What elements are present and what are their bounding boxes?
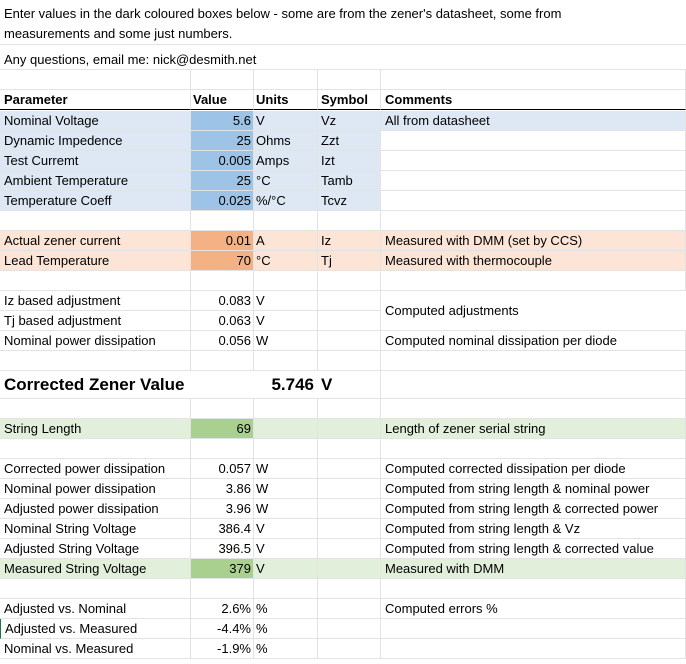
- unit-cell[interactable]: °C: [254, 171, 318, 191]
- param-cell[interactable]: Test Curremt: [0, 151, 191, 171]
- table-row: [0, 251, 686, 271]
- comment-cell[interactable]: Computed from string length & corrected value: [381, 539, 686, 559]
- corrected-unit[interactable]: V: [318, 371, 381, 399]
- param-cell[interactable]: Corrected power dissipation: [0, 459, 191, 479]
- param-cell[interactable]: Iz based adjustment: [0, 291, 191, 311]
- value-cell[interactable]: 0.083: [191, 291, 254, 311]
- value-cell[interactable]: 396.5: [191, 539, 254, 559]
- table-row: [0, 559, 686, 579]
- comment-cell[interactable]: Measured with DMM: [381, 559, 686, 579]
- param-cell[interactable]: Measured String Voltage: [0, 559, 191, 579]
- param-cell[interactable]: Adjusted String Voltage: [0, 539, 191, 559]
- value-cell[interactable]: 3.96: [191, 499, 254, 519]
- comment-cell[interactable]: Computed from string length & nominal power: [381, 479, 686, 499]
- table-row: [0, 519, 686, 539]
- comment-cell[interactable]: Computed from string length & corrected power: [381, 499, 686, 519]
- param-cell[interactable]: Nominal Voltage: [0, 111, 191, 131]
- unit-cell[interactable]: W: [254, 479, 318, 499]
- unit-cell[interactable]: Ohms: [254, 131, 318, 151]
- comment-cell[interactable]: Computed nominal dissipation per diode: [381, 331, 686, 351]
- param-cell[interactable]: Tj based adjustment: [0, 311, 191, 331]
- value-input[interactable]: 70: [191, 251, 254, 271]
- spacer-row: [0, 271, 686, 291]
- value-input[interactable]: 0.005: [191, 151, 254, 171]
- spacer-row: [0, 351, 686, 371]
- comment-cell[interactable]: [381, 151, 686, 171]
- comment-cell[interactable]: Computed from string length & Vz: [381, 519, 686, 539]
- unit-cell[interactable]: %: [254, 599, 318, 619]
- header-symbol[interactable]: Symbol: [318, 90, 381, 110]
- value-cell[interactable]: 0.063: [191, 311, 254, 331]
- param-cell[interactable]: Actual zener current: [0, 231, 191, 251]
- param-cell[interactable]: Nominal power dissipation: [0, 479, 191, 499]
- table-row: [0, 171, 686, 191]
- unit-cell[interactable]: °C: [254, 251, 318, 271]
- header-parameter[interactable]: Parameter: [0, 90, 191, 110]
- comment-cell[interactable]: Measured with DMM (set by CCS): [381, 231, 686, 251]
- value-cell[interactable]: -1.9%: [191, 639, 254, 659]
- value-input[interactable]: 0.01: [191, 231, 254, 251]
- comment-cell[interactable]: Length of zener serial string: [381, 419, 686, 439]
- param-cell[interactable]: Adjusted power dissipation: [0, 499, 191, 519]
- param-cell[interactable]: Nominal power dissipation: [0, 331, 191, 351]
- comment-cell[interactable]: [381, 131, 686, 151]
- measured-voltage-input[interactable]: 379: [191, 559, 254, 579]
- comment-cell[interactable]: Computed errors %: [381, 599, 686, 619]
- symbol-cell[interactable]: Iz: [318, 231, 381, 251]
- value-cell[interactable]: 386.4: [191, 519, 254, 539]
- unit-cell[interactable]: V: [254, 539, 318, 559]
- comment-cell[interactable]: Computed corrected dissipation per diode: [381, 459, 686, 479]
- value-input[interactable]: 25: [191, 131, 254, 151]
- param-cell[interactable]: Dynamic Impedence: [0, 131, 191, 151]
- spacer-row: [0, 439, 686, 459]
- unit-cell[interactable]: V: [254, 559, 318, 579]
- param-cell[interactable]: String Length: [0, 419, 191, 439]
- unit-cell[interactable]: W: [254, 499, 318, 519]
- spacer-row: [0, 399, 686, 419]
- comment-cell[interactable]: [381, 171, 686, 191]
- table-row: [0, 151, 686, 171]
- unit-cell[interactable]: %: [254, 619, 318, 639]
- header-row: [0, 90, 686, 110]
- comment-cell[interactable]: All from datasheet: [381, 111, 686, 131]
- symbol-cell[interactable]: Tamb: [318, 171, 381, 191]
- param-cell[interactable]: Ambient Temperature: [0, 171, 191, 191]
- corrected-row: [0, 371, 686, 399]
- table-row: [0, 619, 686, 639]
- comment-cell-merged[interactable]: Computed adjustments: [381, 291, 686, 331]
- intro-line-1: Enter values in the dark coloured boxes below - some are from the zener's datasheet, some from: [4, 6, 562, 21]
- contact-note: Any questions, email me: nick@desmith.net: [4, 52, 257, 67]
- unit-cell[interactable]: Amps: [254, 151, 318, 171]
- table-row: [0, 459, 686, 479]
- table-row: [0, 419, 686, 439]
- comment-cell[interactable]: [381, 191, 686, 211]
- intro-line-2: measurements and some just numbers.: [4, 26, 233, 41]
- value-cell[interactable]: 0.057: [191, 459, 254, 479]
- unit-cell[interactable]: V: [254, 519, 318, 539]
- unit-cell[interactable]: V: [254, 291, 318, 311]
- param-cell[interactable]: Nominal String Voltage: [0, 519, 191, 539]
- table-row: [0, 539, 686, 559]
- spacer-row: [0, 211, 686, 231]
- unit-cell[interactable]: %: [254, 639, 318, 659]
- symbol-cell[interactable]: Tcvz: [318, 191, 381, 211]
- table-row: [0, 639, 686, 659]
- symbol-cell[interactable]: Vz: [318, 111, 381, 131]
- value-cell[interactable]: 0.056: [191, 331, 254, 351]
- value-input[interactable]: 5.6: [191, 111, 254, 131]
- header-comments[interactable]: Comments: [381, 90, 686, 110]
- spacer-row: [0, 579, 686, 599]
- symbol-cell[interactable]: Tj: [318, 251, 381, 271]
- value-cell[interactable]: -4.4%: [191, 619, 254, 639]
- corrected-label[interactable]: Corrected Zener Value: [0, 371, 254, 399]
- contact-row: [0, 50, 686, 70]
- value-cell[interactable]: 2.6%: [191, 599, 254, 619]
- comment-cell[interactable]: Measured with thermocouple: [381, 251, 686, 271]
- table-row: [0, 331, 686, 351]
- param-cell[interactable]: Adjusted vs. Measured: [0, 619, 191, 639]
- value-cell[interactable]: 3.86: [191, 479, 254, 499]
- corrected-value[interactable]: 5.746: [254, 371, 318, 399]
- table-row: [0, 131, 686, 151]
- table-row: [0, 191, 686, 211]
- table-row: [0, 231, 686, 251]
- unit-cell[interactable]: W: [254, 459, 318, 479]
- unit-cell[interactable]: %/°C: [254, 191, 318, 211]
- param-cell[interactable]: Nominal vs. Measured: [0, 639, 191, 659]
- param-cell[interactable]: Temperature Coeff: [0, 191, 191, 211]
- unit-cell[interactable]: A: [254, 231, 318, 251]
- value-input[interactable]: 0.025: [191, 191, 254, 211]
- unit-cell[interactable]: W: [254, 331, 318, 351]
- string-length-input[interactable]: 69: [191, 419, 254, 439]
- symbol-cell[interactable]: Zzt: [318, 131, 381, 151]
- intro-row: [0, 0, 686, 45]
- table-row: [0, 111, 686, 131]
- table-row: [0, 599, 686, 619]
- header-value[interactable]: Value: [191, 90, 254, 110]
- unit-cell[interactable]: V: [254, 111, 318, 131]
- header-units[interactable]: Units: [254, 90, 318, 110]
- param-cell[interactable]: Lead Temperature: [0, 251, 191, 271]
- value-input[interactable]: 25: [191, 171, 254, 191]
- spacer-row: [0, 70, 686, 90]
- symbol-cell[interactable]: Izt: [318, 151, 381, 171]
- comment-cell[interactable]: [381, 639, 686, 659]
- unit-cell[interactable]: V: [254, 311, 318, 331]
- table-row: [0, 499, 686, 519]
- comment-cell[interactable]: [381, 619, 686, 639]
- param-cell[interactable]: Adjusted vs. Nominal: [0, 599, 191, 619]
- table-row: [0, 479, 686, 499]
